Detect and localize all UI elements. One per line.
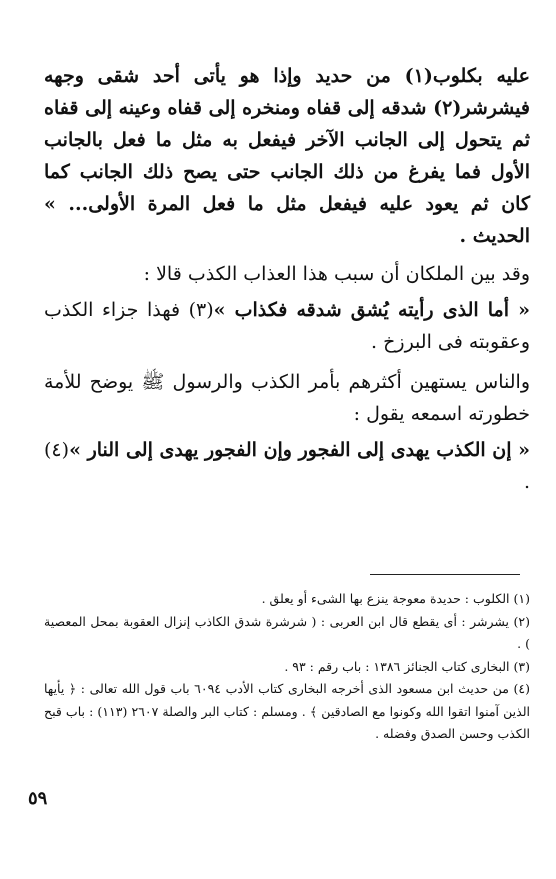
- footnote-separator: [370, 574, 520, 575]
- main-text: [44, 60, 530, 498]
- footnote-ref-3: (٣): [188, 299, 214, 321]
- liar-punishment-paragraph: [44, 294, 530, 358]
- footnote-1: (١) الكلوب : حديدة معوجة ينزع بها الشىء أو يعلق .: [261, 591, 530, 606]
- punishment-sentence: فهذا جزاء الكذب وعقوبته فى البرزخ .: [44, 299, 530, 353]
- footnote-4: (٤) من حديث ابن مسعود الذى أخرجه البخارى كتاب الأدب ٦٠٩٤ باب قول الله تعالى : ﴿ يأيها الذين آمنوا اتقوا الله وكونوا مع الصادقين ﴾ . ومسلم : كتاب البر والصلة ٢٦٠٧ (١١٣) : باب قبح الكذب وحسن الصدق وفضله .: [44, 681, 530, 741]
- hadith-quote-liar: « أما الذى رأيته يُشق شدقه فكذاب »: [213, 299, 530, 321]
- page-number: ٥٩: [28, 788, 48, 809]
- hadith-quote-lying-leads: « إن الكذب يهدى إلى الفجور وإن الفجور يهدى إلى النار »: [69, 439, 530, 461]
- hadith-paragraph: عليه بكلوب(١) من حديد وإذا هو يأتى أحد شقى وجهه فيشرشر(٢) شدقه إلى قفاه ومنخره إلى قفاه وعينه إلى قفاه ثم يتحول إلى الجانب الآخر فيفعل به مثل ما فعل بالجانب الأول فما يفرغ من ذلك الجانب حتى يصح ذلك الجانب كما كان ثم يعود عليه فيفعل مثل ما فعل المرة الأولى... » الحديث .: [44, 65, 530, 247]
- footnotes: [44, 588, 530, 746]
- footnote-ref-4: (٤) .: [44, 439, 530, 493]
- hadith-quote-paragraph: [44, 434, 530, 498]
- footnote-2: (٢) يشرشر : أى يقطع قال ابن العربى : ( شرشرة شدق الكاذب إنزال العقوبة بمحل المعصية ) .: [44, 613, 530, 651]
- footnote-3: (٣) البخارى كتاب الجنائز ١٣٨٦ : باب رقم : ٩٣ .: [284, 658, 530, 674]
- angels-explanation-paragraph: وقد بين الملكان أن سبب هذا العذاب الكذب قالا :: [143, 263, 530, 285]
- people-paragraph: والناس يستهين أكثرهم بأمر الكذب والرسول ﷺ يوضح للأمة خطورته اسمعه يقول :: [44, 371, 530, 425]
